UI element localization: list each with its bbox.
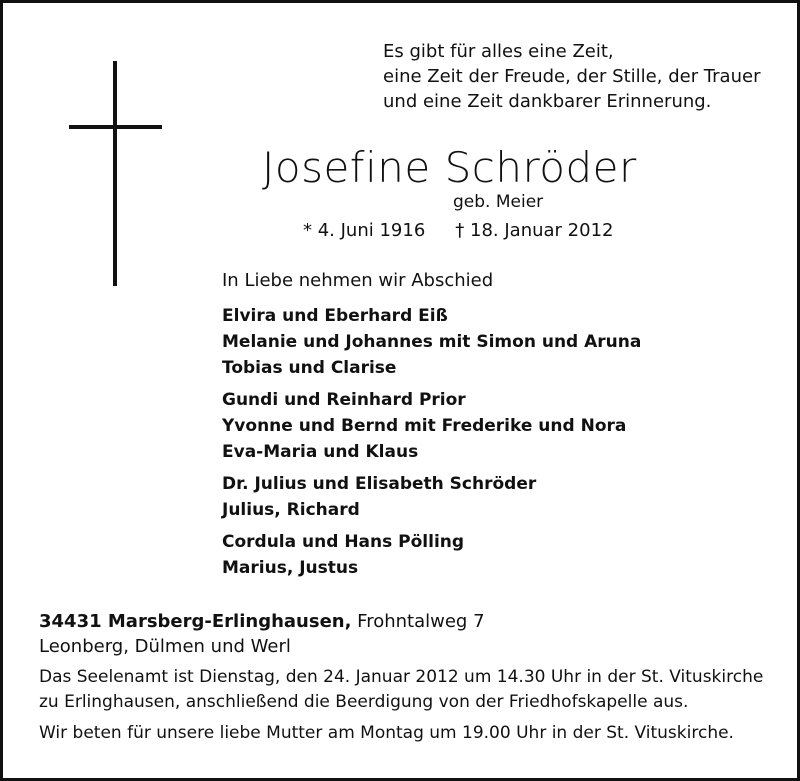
mourner-line: Marius, Justus (222, 558, 359, 578)
mourner-group (222, 471, 641, 523)
mourner-line: Dr. Julius und Elisabeth Schröder (222, 474, 537, 494)
mourner-line: Cordula und Hans Pölling (222, 532, 465, 552)
cross-icon (113, 61, 117, 286)
mourner-line: Melanie und Johannes mit Simon und Aruna (222, 332, 642, 352)
mourner-group (222, 387, 641, 465)
farewell-text: In Liebe nehmen wir Abschied (222, 270, 494, 291)
death-date: † 18. Januar 2012 (455, 220, 614, 241)
quote-line: Es gibt für alles eine Zeit, (383, 41, 614, 62)
address-line (39, 609, 485, 634)
quote-line: eine Zeit der Freude, der Stille, der Trauer (383, 66, 761, 87)
quote (383, 39, 760, 114)
maiden-name: geb. Meier (453, 192, 544, 212)
address-city: 34431 Marsberg-Erlinghausen, (39, 611, 352, 632)
mourner-line: Tobias und Clarise (222, 358, 397, 378)
service-notice (39, 665, 779, 746)
mourner-line: Julius, Richard (222, 500, 360, 520)
cross-icon-bar (69, 125, 162, 129)
life-dates (303, 219, 613, 243)
mourner-line: Elvira und Eberhard Eiß (222, 306, 448, 326)
deceased-name: Josefine Schröder (262, 143, 637, 192)
mourner-group (222, 529, 641, 581)
address-others: Leonberg, Dülmen und Werl (39, 636, 291, 657)
mourner-line: Gundi und Reinhard Prior (222, 390, 466, 410)
address-street: Frohntalweg 7 (351, 611, 485, 632)
mourner-group (222, 303, 641, 381)
address-block (39, 609, 485, 659)
mourner-line: Yvonne und Bernd mit Frederike und Nora (222, 416, 627, 436)
requiem-notice: Das Seelenamt ist Dienstag, den 24. Januar 2012 um 14.30 Uhr in der St. Vituskirche zu Erlinghausen, anschließend die Beerdigung von der Friedhofskapelle aus. (39, 667, 764, 712)
prayer-notice: Wir beten für unsere liebe Mutter am Montag um 19.00 Uhr in der St. Vituskirche. (39, 723, 734, 743)
quote-line: und eine Zeit dankbarer Erinnerung. (383, 91, 712, 112)
mourners-list (222, 303, 641, 587)
birth-date: * 4. Juni 1916 (303, 220, 426, 241)
mourner-line: Eva-Maria und Klaus (222, 442, 419, 462)
